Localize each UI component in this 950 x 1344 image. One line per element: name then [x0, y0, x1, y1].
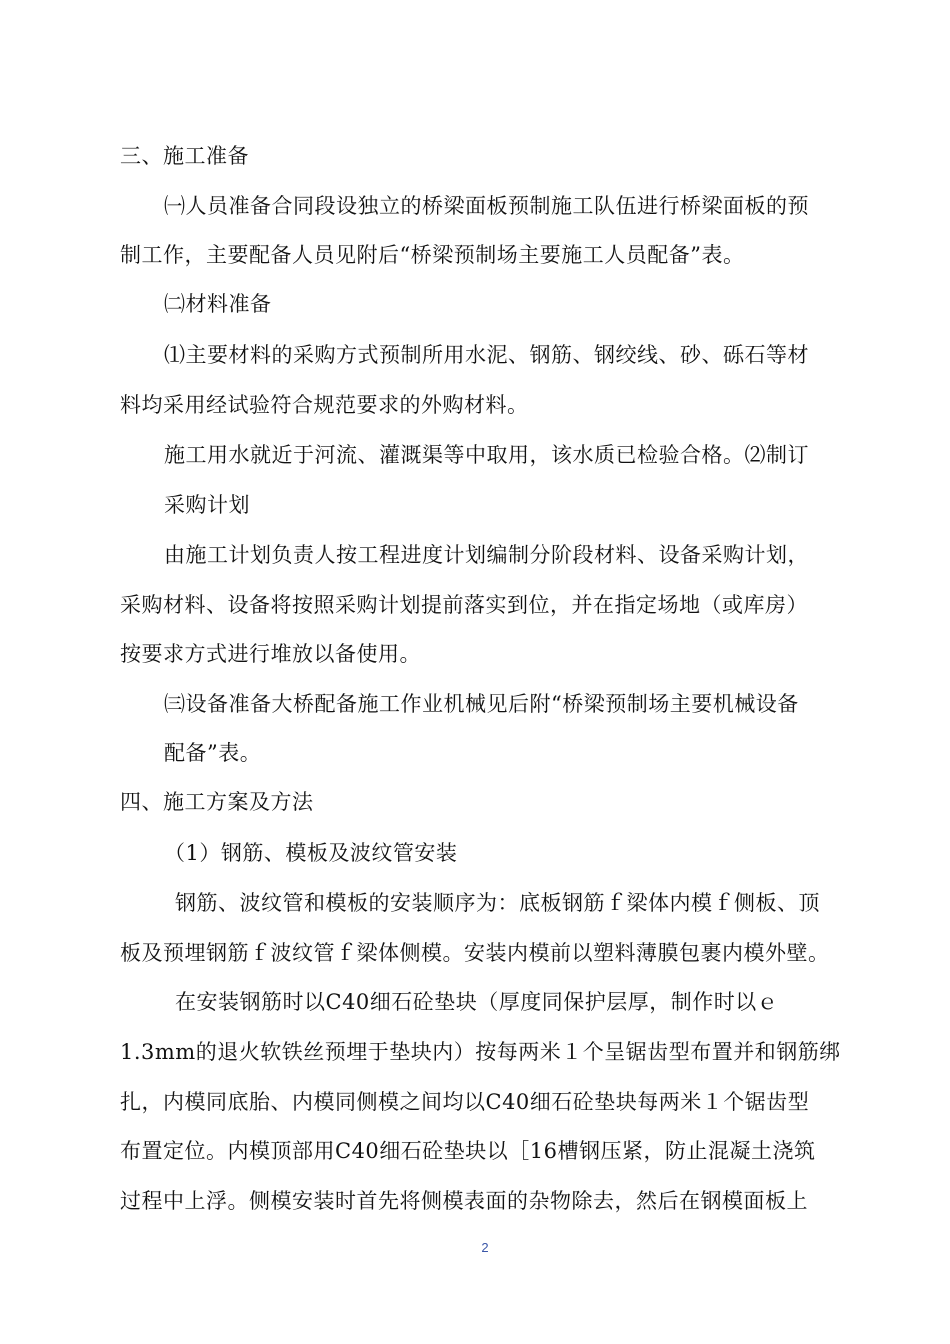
paragraph-line: 料均采用经试验符合规范要求的外购材料。: [120, 393, 529, 417]
paragraph-line: 扎，内模同底胎、内模同侧模之间均以C40细石砼垫块每两米１个锯齿型: [120, 1090, 810, 1114]
paragraph-line: 施工用水就近于河流、灌溉渠等中取用，该水质已检验合格。⑵制订: [164, 443, 809, 467]
paragraph-line: 配备”表。: [164, 741, 262, 765]
paragraph-line: ⑴主要材料的采购方式预制所用水泥、钢筋、钢绞线、砂、砾石等材: [164, 343, 809, 367]
subsection-heading: ㈡材料准备: [164, 292, 272, 316]
paragraph-line: 采购材料、设备将按照采购计划提前落实到位，并在指定场地（或库房）: [120, 593, 808, 617]
paragraph-line: 钢筋、波纹管和模板的安装顺序为：底板钢筋ｆ梁体内模ｆ侧板、顶: [175, 891, 820, 915]
paragraph-line: 1.3mm的退火软铁丝预埋于垫块内）按每两米１个呈锯齿型布置并和钢筋绑: [120, 1040, 841, 1064]
paragraph-line: 按要求方式进行堆放以备使用。: [120, 642, 421, 666]
paragraph-line: 过程中上浮。侧模安装时首先将侧模表面的杂物除去，然后在钢模面板上: [120, 1189, 808, 1213]
paragraph-line: ㈢设备准备大桥配备施工作业机械见后附“桥梁预制场主要机械设备: [164, 692, 799, 716]
paragraph-line: 板及预埋钢筋ｆ波纹管ｆ梁体侧模。安装内模前以塑料薄膜包裹内模外壁。: [120, 941, 830, 965]
paragraph-line: 在安装钢筋时以C40细石砼垫块（厚度同保护层厚，制作时以ｅ: [175, 990, 779, 1014]
paragraph-line: 制工作，主要配备人员见附后“桥梁预制场主要施工人员配备”表。: [120, 243, 745, 267]
section-heading-3: 三、施工准备: [120, 144, 249, 168]
section-heading-4: 四、施工方案及方法: [120, 790, 314, 814]
subsection-heading: （1）钢筋、模板及波纹管安装: [164, 841, 458, 865]
paragraph-line: 采购计划: [164, 493, 250, 517]
paragraph-line: ㈠人员准备合同段设独立的桥梁面板预制施工队伍进行桥梁面板的预: [164, 194, 809, 218]
paragraph-line: 由施工计划负责人按工程进度计划编制分阶段材料、设备采购计划，: [164, 543, 809, 567]
paragraph-line: 布置定位。内模顶部用C40细石砼垫块以［16槽钢压紧，防止混凝土浇筑: [120, 1139, 816, 1163]
page-number: 2: [481, 1240, 489, 1255]
